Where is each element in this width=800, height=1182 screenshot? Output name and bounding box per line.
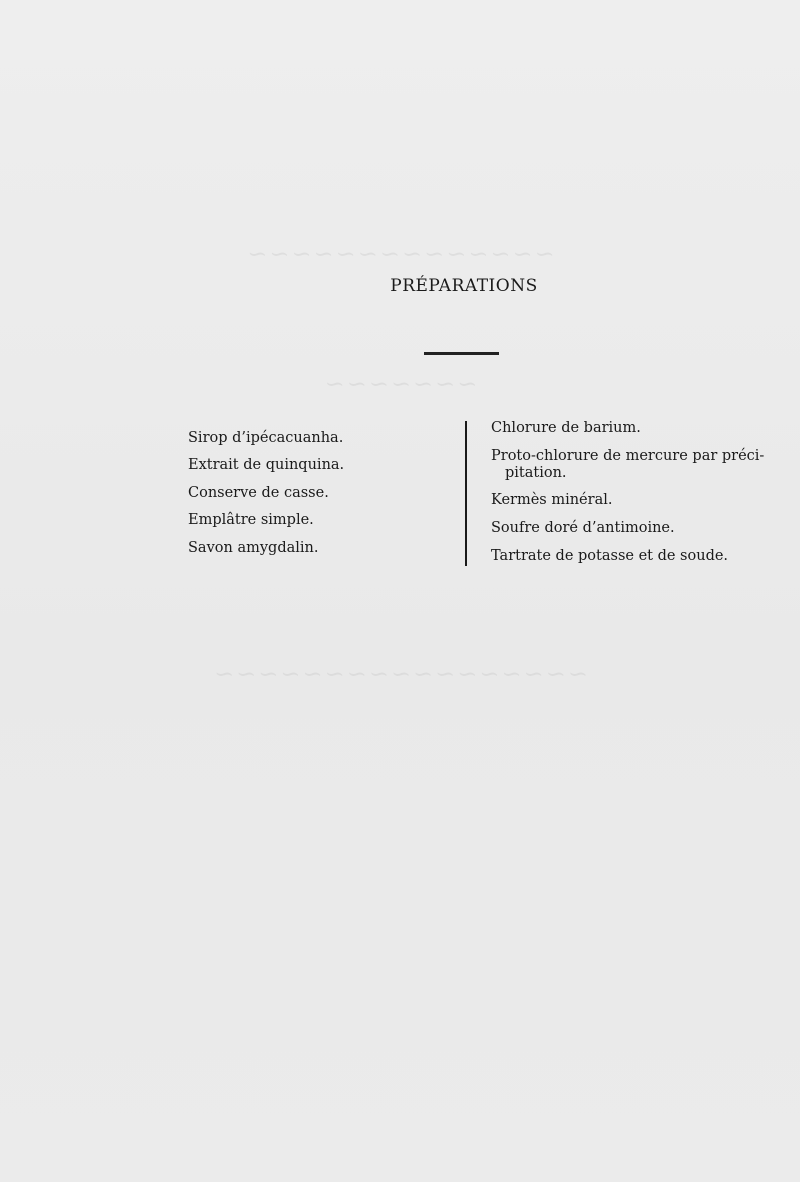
right-column-list xyxy=(491,420,771,576)
bleed-through-ghost: ~~~~~~~~~~~~~~ xyxy=(245,240,555,268)
list-item: Kermès minéral. xyxy=(491,492,613,508)
bleed-through-ghost: ~~~~~~~ xyxy=(322,370,478,398)
bleed-through-ghost: ~~~~~~~~~~~~~~~~~ xyxy=(212,660,588,688)
list-item: Conserve de casse. xyxy=(188,484,329,501)
list-item: Proto-chlorure de mercure par préci-pitation. xyxy=(491,448,765,481)
list-item: Chlorure de barium. xyxy=(491,420,641,436)
title-underline-rule xyxy=(424,352,499,355)
list-item: Savon amygdalin. xyxy=(188,539,319,556)
list-item: Extrait de quinquina. xyxy=(188,457,345,474)
page-title: PRÉPARATIONS xyxy=(390,276,538,296)
list-item: Tartrate de potasse et de soude. xyxy=(491,548,729,564)
column-divider xyxy=(465,421,467,566)
list-item: Sirop d’ipécacuanha. xyxy=(188,430,344,446)
list-item: Soufre doré d’antimoine. xyxy=(491,520,675,536)
left-column-list xyxy=(188,425,458,562)
list-item: Emplâtre simple. xyxy=(188,512,314,529)
